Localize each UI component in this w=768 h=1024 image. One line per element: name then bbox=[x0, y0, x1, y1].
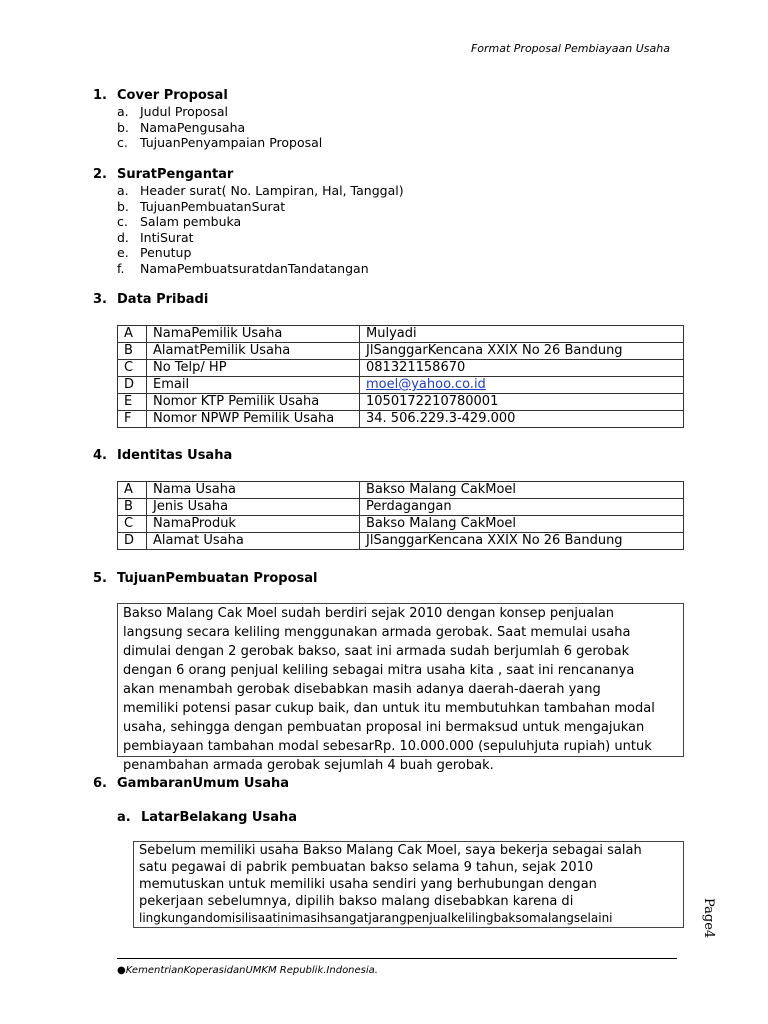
list-item: e. Penutup bbox=[117, 245, 192, 260]
section-2-heading: 2. SuratPengantar bbox=[93, 167, 234, 182]
email-link[interactable]: moel@yahoo.co.id bbox=[366, 377, 486, 392]
section-3-heading: 3. Data Pribadi bbox=[93, 292, 209, 307]
section-6-heading: 6. GambaranUmum Usaha bbox=[93, 776, 290, 791]
table-row: D Alamat Usaha JlSanggarKencana XXIX No 26 Bandung bbox=[118, 533, 684, 550]
identitas-usaha-table bbox=[117, 481, 684, 550]
paragraph-line: satu pegawai di pabrik pembuatan bakso selama 9 tahun, sejak 2010 bbox=[139, 860, 594, 875]
table-row: A NamaPemilik Usaha Mulyadi bbox=[118, 326, 684, 343]
page-number: Page4 bbox=[701, 898, 716, 939]
list-item: c. TujuanPenyampaian Proposal bbox=[117, 135, 323, 150]
section-1-heading: 1. Cover Proposal bbox=[93, 88, 228, 103]
table-row: E Nomor KTP Pemilik Usaha 1050172210780001 bbox=[118, 394, 684, 411]
table-row: F Nomor NPWP Pemilik Usaha 34. 506.229.3-429.000 bbox=[118, 411, 684, 428]
paragraph-line: lingkungandomisilisaatinimasihsangatjarangpenjualkelilingbaksomalangselaini bbox=[139, 911, 613, 925]
table-row: C No Telp/ HP 081321158670 bbox=[118, 360, 684, 377]
latar-text-box bbox=[133, 841, 684, 928]
table-row: A Nama Usaha Bakso Malang CakMoel bbox=[118, 482, 684, 499]
footer-text: ●KementrianKoperasidanUMKM Republik.Indonesia. bbox=[117, 965, 378, 976]
footer-divider bbox=[117, 958, 677, 959]
list-item: c. Salam pembuka bbox=[117, 214, 242, 229]
paragraph-line: penambahan armada gerobak sejumlah 4 buah gerobak. bbox=[123, 758, 494, 773]
table-row: B AlamatPemilik Usaha JlSanggarKencana XXIX No 26 Bandung bbox=[118, 343, 684, 360]
section-5-heading: 5. TujuanPembuatan Proposal bbox=[93, 571, 318, 586]
table-row: C NamaProduk Bakso Malang CakMoel bbox=[118, 516, 684, 533]
paragraph-line: dengan 6 orang penjual keliling sebagai mitra usaha kita , saat ini rencananya bbox=[123, 663, 635, 678]
list-item: d. IntiSurat bbox=[117, 229, 194, 245]
list-item: a. Judul Proposal bbox=[117, 104, 228, 119]
paragraph-line: dimulai dengan 2 gerobak bakso, saat ini armada sudah berjumlah 6 gerobak bbox=[123, 644, 630, 659]
section-4-heading: 4. Identitas Usaha bbox=[93, 448, 233, 463]
bullet-icon: ● bbox=[117, 965, 126, 976]
table-row: B Jenis Usaha Perdagangan bbox=[118, 499, 684, 516]
list-item: a. Header surat( No. Lampiran, Hal, Tanggal) bbox=[117, 183, 404, 198]
tujuan-text-box bbox=[117, 603, 684, 773]
list-item: b. TujuanPembuatanSurat bbox=[117, 198, 286, 214]
section-1-list bbox=[117, 104, 322, 151]
section-2-list bbox=[117, 183, 404, 276]
page-header: Format Proposal Pembiayaan Usaha bbox=[470, 42, 670, 55]
paragraph-line: langsung secara keliling menggunakan armada gerobak. Saat memulai usaha bbox=[123, 625, 631, 640]
paragraph-line: pekerjaan sebelumnya, dipilih bakso malang disebabkan karena di bbox=[139, 894, 574, 909]
paragraph-line: Sebelum memiliki usaha Bakso Malang Cak Moel, saya bekerja sebagai salah bbox=[139, 843, 642, 858]
paragraph-line: memutuskan untuk memiliki usaha sendiri yang berhubungan dengan bbox=[139, 877, 597, 892]
list-item: f. NamaPembuatsuratdanTandatangan bbox=[117, 260, 369, 276]
paragraph-line: pembiayaan tambahan modal sebesarRp. 10.000.000 (sepuluhjuta rupiah) untuk bbox=[123, 739, 652, 754]
paragraph-line: akan menambah gerobak disebabkan masih adanya daerah-daerah yang bbox=[123, 682, 601, 697]
paragraph-line: usaha, sehingga dengan pembuatan proposal ini bermaksud untuk mengajukan bbox=[123, 720, 645, 735]
paragraph-line: memiliki potensi pasar cukup baik, dan untuk itu membutuhkan tambahan modal bbox=[123, 701, 655, 716]
data-pribadi-table bbox=[117, 325, 684, 428]
paragraph-line: Bakso Malang Cak Moel sudah berdiri sejak 2010 dengan konsep penjualan bbox=[123, 606, 615, 621]
section-6a-heading: a. LatarBelakang Usaha bbox=[117, 810, 298, 825]
table-row: D Email moel@yahoo.co.id bbox=[118, 377, 684, 394]
list-item: b. NamaPengusaha bbox=[117, 119, 246, 135]
